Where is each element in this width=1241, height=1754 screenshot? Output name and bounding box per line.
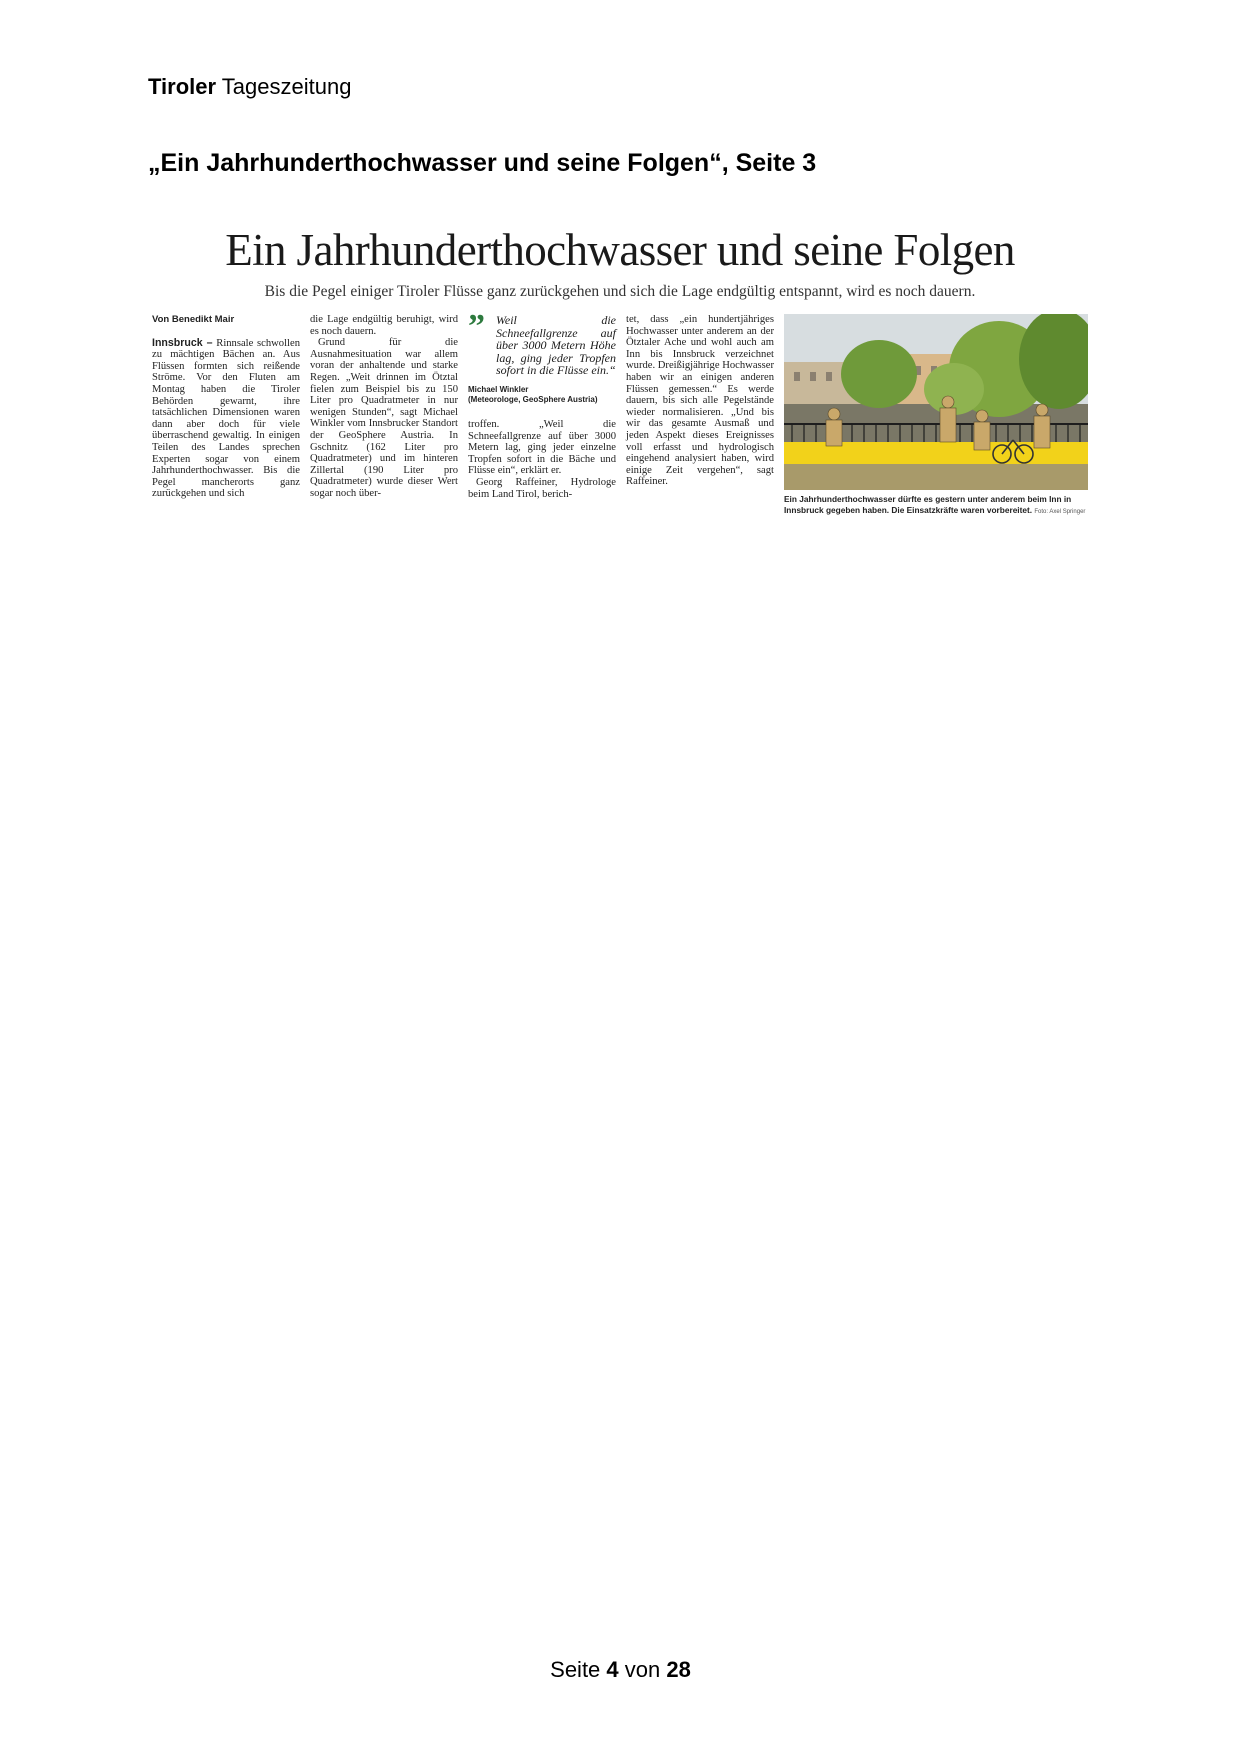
- article-subhead: Bis die Pegel einiger Tiroler Flüsse ganz zurückgehen und sich die Lage endgültig entspannt, wird es noch dauern.: [264, 283, 976, 300]
- flood-photo-illustration: [784, 314, 1088, 490]
- article-location: Innsbruck –: [152, 336, 213, 349]
- article-column-2: [310, 314, 458, 500]
- document-title: „Ein Jahrhunderthochwasser und seine Folgen“, Seite 3: [148, 149, 817, 177]
- column-2-paragraph-2: Grund für die Ausnahmesituation war allem voran der anhaltende und starke Regen. „Weit drinnen im Ötztal fielen zum Beispiel bis zu 150 Liter pro Quadratmeter in nur wenigen Stunden“, sagt Michael Winkler vom Innsbrucker Standort der GeoSphere Austria. In Gschnitz (162 Liter pro Quadratmeter) und im hinteren Zillertal (190 Liter pro Quadratmeter) wurde dieser Wert sogar noch über-: [310, 337, 458, 499]
- quote-author: Michael Winkler: [468, 384, 529, 394]
- quote-mark-icon: ”: [468, 308, 485, 345]
- column-4-text: tet, dass „ein hundertjähriges Hochwasser unter anderem an der Ötztaler Ache und wohl auch am Inn bis Innsbruck verzeichnet wurde. Dreißigjährige Hochwasser haben wir an einigen anderen Flüssen gemessen.“ Es werde dauern, bis sich alle Pegelstände wieder normalisieren. „Und bis wir das gesamte Ausmaß und jeden Aspekt dieses Ereignisses voll erfasst und hydrologisch eingehend analysiert haben, wird einige Zeit vergehen“, sagt Raffeiner.: [626, 314, 774, 488]
- pull-quote-text: Weil die Schneefallgrenze auf über 3000 Metern Höhe lag, ging jeder Tropfen sofort in die Flüsse ein.“: [496, 313, 616, 378]
- page-number-middle: von: [618, 1657, 667, 1682]
- column-1-text: [152, 338, 300, 500]
- publication-name: [148, 74, 351, 100]
- photo-caption-text: Ein Jahrhunderthochwasser dürfte es gestern unter anderem beim Inn in Innsbruck gegeben haben. Die Einsatzkräfte waren vorbereitet.: [784, 494, 1072, 515]
- newspaper-clipping: [152, 222, 1088, 522]
- publication-name-rest: Tageszeitung: [216, 74, 352, 99]
- flood-photo: [784, 314, 1088, 490]
- pull-quote-source: [468, 385, 616, 405]
- quote-role: (Meteorologe, GeoSphere Austria): [468, 394, 598, 404]
- column-2-paragraph-1: die Lage endgültig beruhigt, wird es noch dauern.: [310, 314, 458, 337]
- column-3-paragraph-1: troffen. „Weil die Schneefallgrenze auf über 3000 Metern lag, ging jeder einzelne Tropfen sofort in die Bäche und Flüsse ein“, erklärt er.: [468, 418, 616, 477]
- article-byline: Von Benedikt Mair: [152, 314, 235, 325]
- page-number-current: 4: [606, 1657, 619, 1682]
- article-column-4: [626, 314, 774, 488]
- publication-name-bold: Tiroler: [148, 74, 217, 99]
- column-1-body: Rinnsale schwollen zu mächtigen Bächen an. Aus Flüssen formten sich reißende Ströme. Vor den Fluten am Montag haben die Tiroler Behörden gewarnt, ihre tatsächlichen Dimensionen waren dann aber doch für viele überraschend gewaltig. In einigen Teilen des Landes sprechen Experten sogar von einem Jahrhunderthochwasser. Bis die Pegel mancherorts ganz zurückgehen und sich: [152, 337, 300, 500]
- page-number: [0, 1657, 1241, 1683]
- article-headline: Ein Jahrhunderthochwasser und seine Folgen: [225, 225, 1015, 275]
- photo-credit: Foto: Axel Springer: [1034, 509, 1086, 515]
- article-column-1: [152, 314, 300, 500]
- pull-quote: [468, 308, 616, 378]
- page-number-total: 28: [666, 1657, 691, 1682]
- column-3-paragraph-2: Georg Raffeiner, Hydrologe beim Land Tirol, berich-: [468, 476, 616, 500]
- article-column-3: [468, 308, 616, 500]
- page-number-prefix: Seite: [550, 1657, 607, 1682]
- photo-caption: [784, 494, 1088, 518]
